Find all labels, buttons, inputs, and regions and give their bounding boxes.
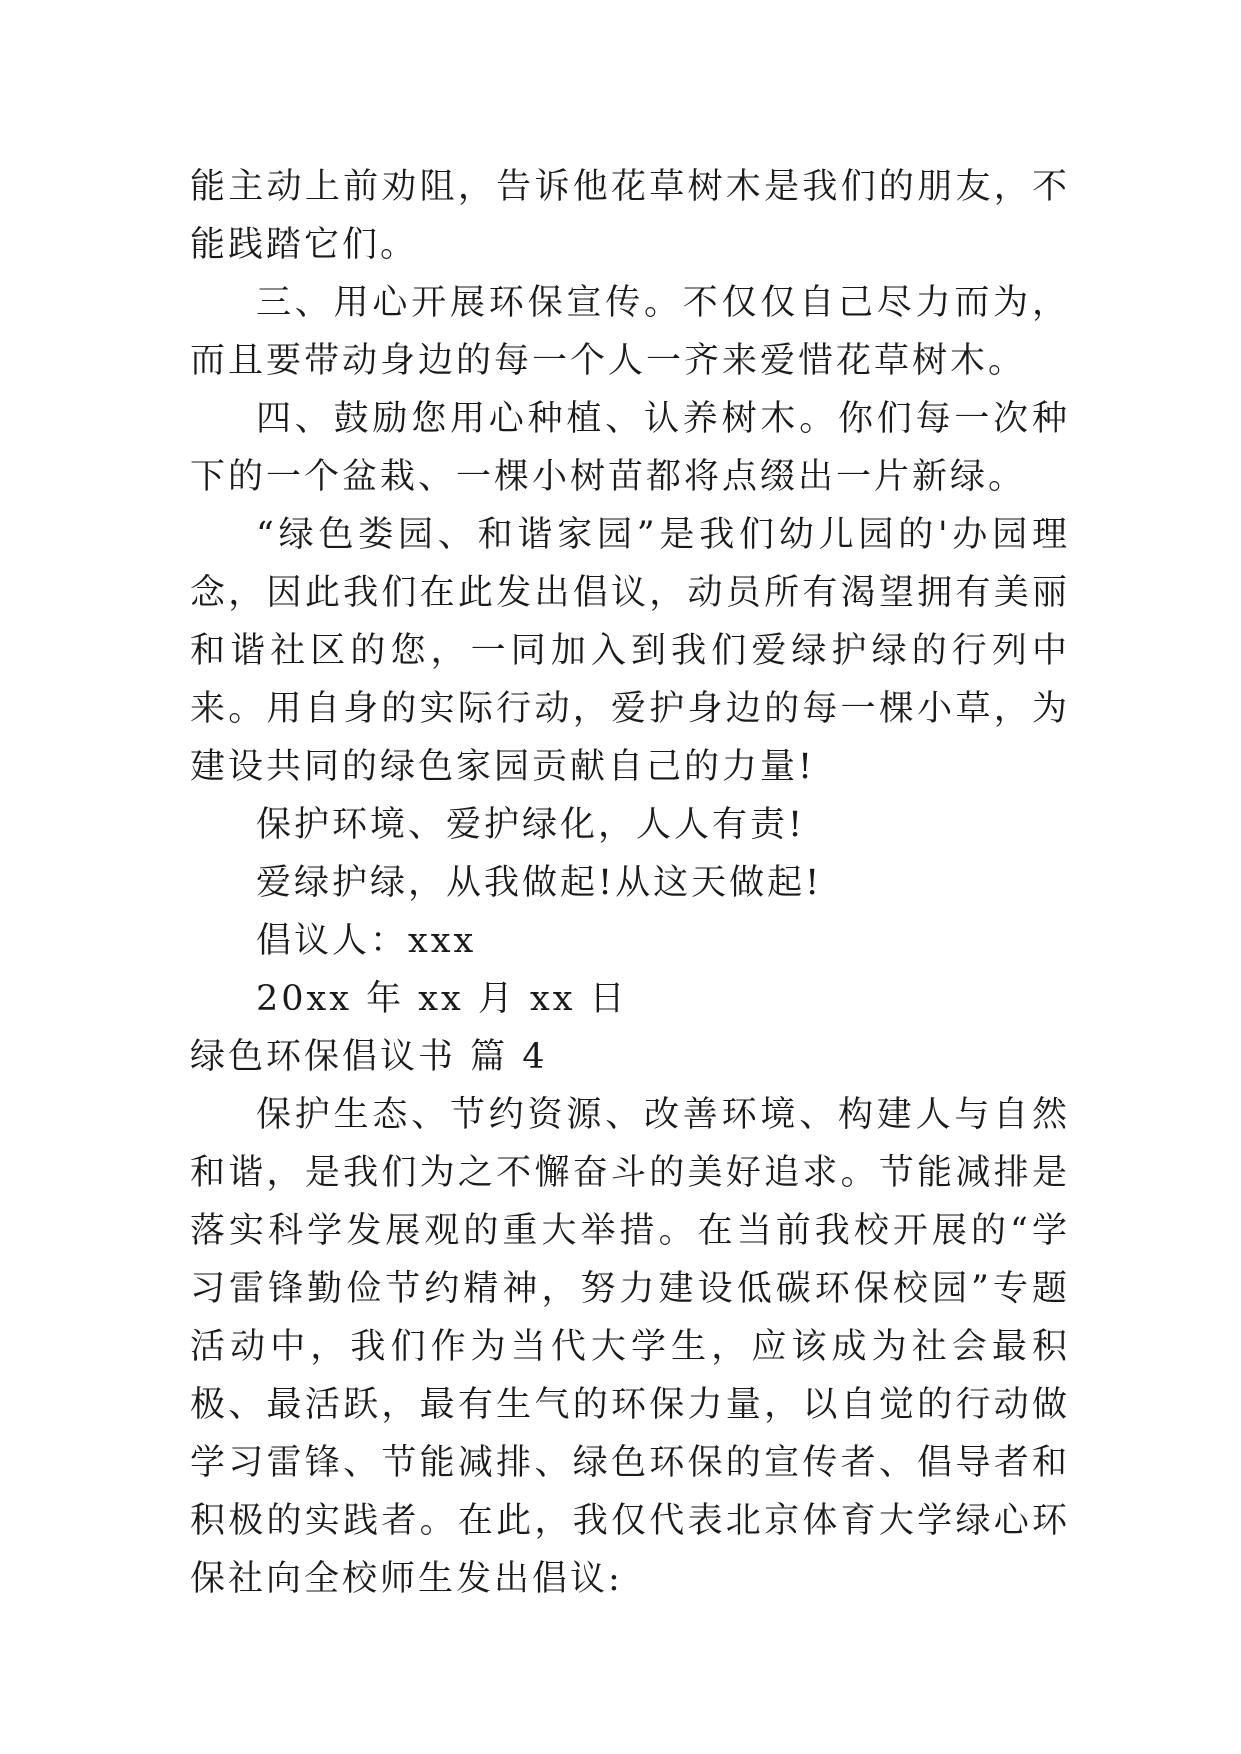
slogan-line: 保护环境、爱护绿化，人人有责! bbox=[256, 805, 806, 845]
date-line: 20xx 年 xx 月 xx 日 bbox=[256, 979, 628, 1019]
document-body bbox=[190, 158, 1070, 1608]
signature-line: 倡议人：xxx bbox=[256, 921, 477, 961]
section-heading: 绿色环保倡议书 篇 4 bbox=[190, 1037, 548, 1077]
paragraph: “绿色娄园、和谐家园”是我们幼儿园的'办园理念，因此我们在此发出倡议，动员所有渴望拥有美丽和谐社区的您，一同加入到我们爱绿护绿的行列中来。用自身的实际行动，爱护身边的每一棵小草，为建设共同的绿色家园贡献自己的力量! bbox=[190, 515, 1070, 787]
paragraph: 四、鼓励您用心种植、认养树木。你们每一次种下的一个盆栽、一棵小树苗都将点缀出一片新绿。 bbox=[190, 399, 1070, 497]
slogan-line: 爱绿护绿，从我做起!从这天做起! bbox=[256, 863, 823, 903]
paragraph: 三、用心开展环保宣传。不仅仅自己尽力而为，而且要带动身边的每一个人一齐来爱惜花草树木。 bbox=[190, 283, 1070, 381]
paragraph: 能主动上前劝阻，告诉他花草树木是我们的朋友，不能践踏它们。 bbox=[190, 167, 1070, 265]
paragraph: 保护生态、节约资源、改善环境、构建人与自然和谐，是我们为之不懈奋斗的美好追求。节能减排是落实科学发展观的重大举措。在当前我校开展的“学习雷锋勤俭节约精神，努力建设低碳环保校园”专题活动中，我们作为当代大学生，应该成为社会最积极、最活跃，最有生气的环保力量，以自觉的行动做学习雷锋、节能减排、绿色环保的宣传者、倡导者和积极的实践者。在此，我仅代表北京体育大学绿心环保社向全校师生发出倡议: bbox=[190, 1095, 1070, 1599]
